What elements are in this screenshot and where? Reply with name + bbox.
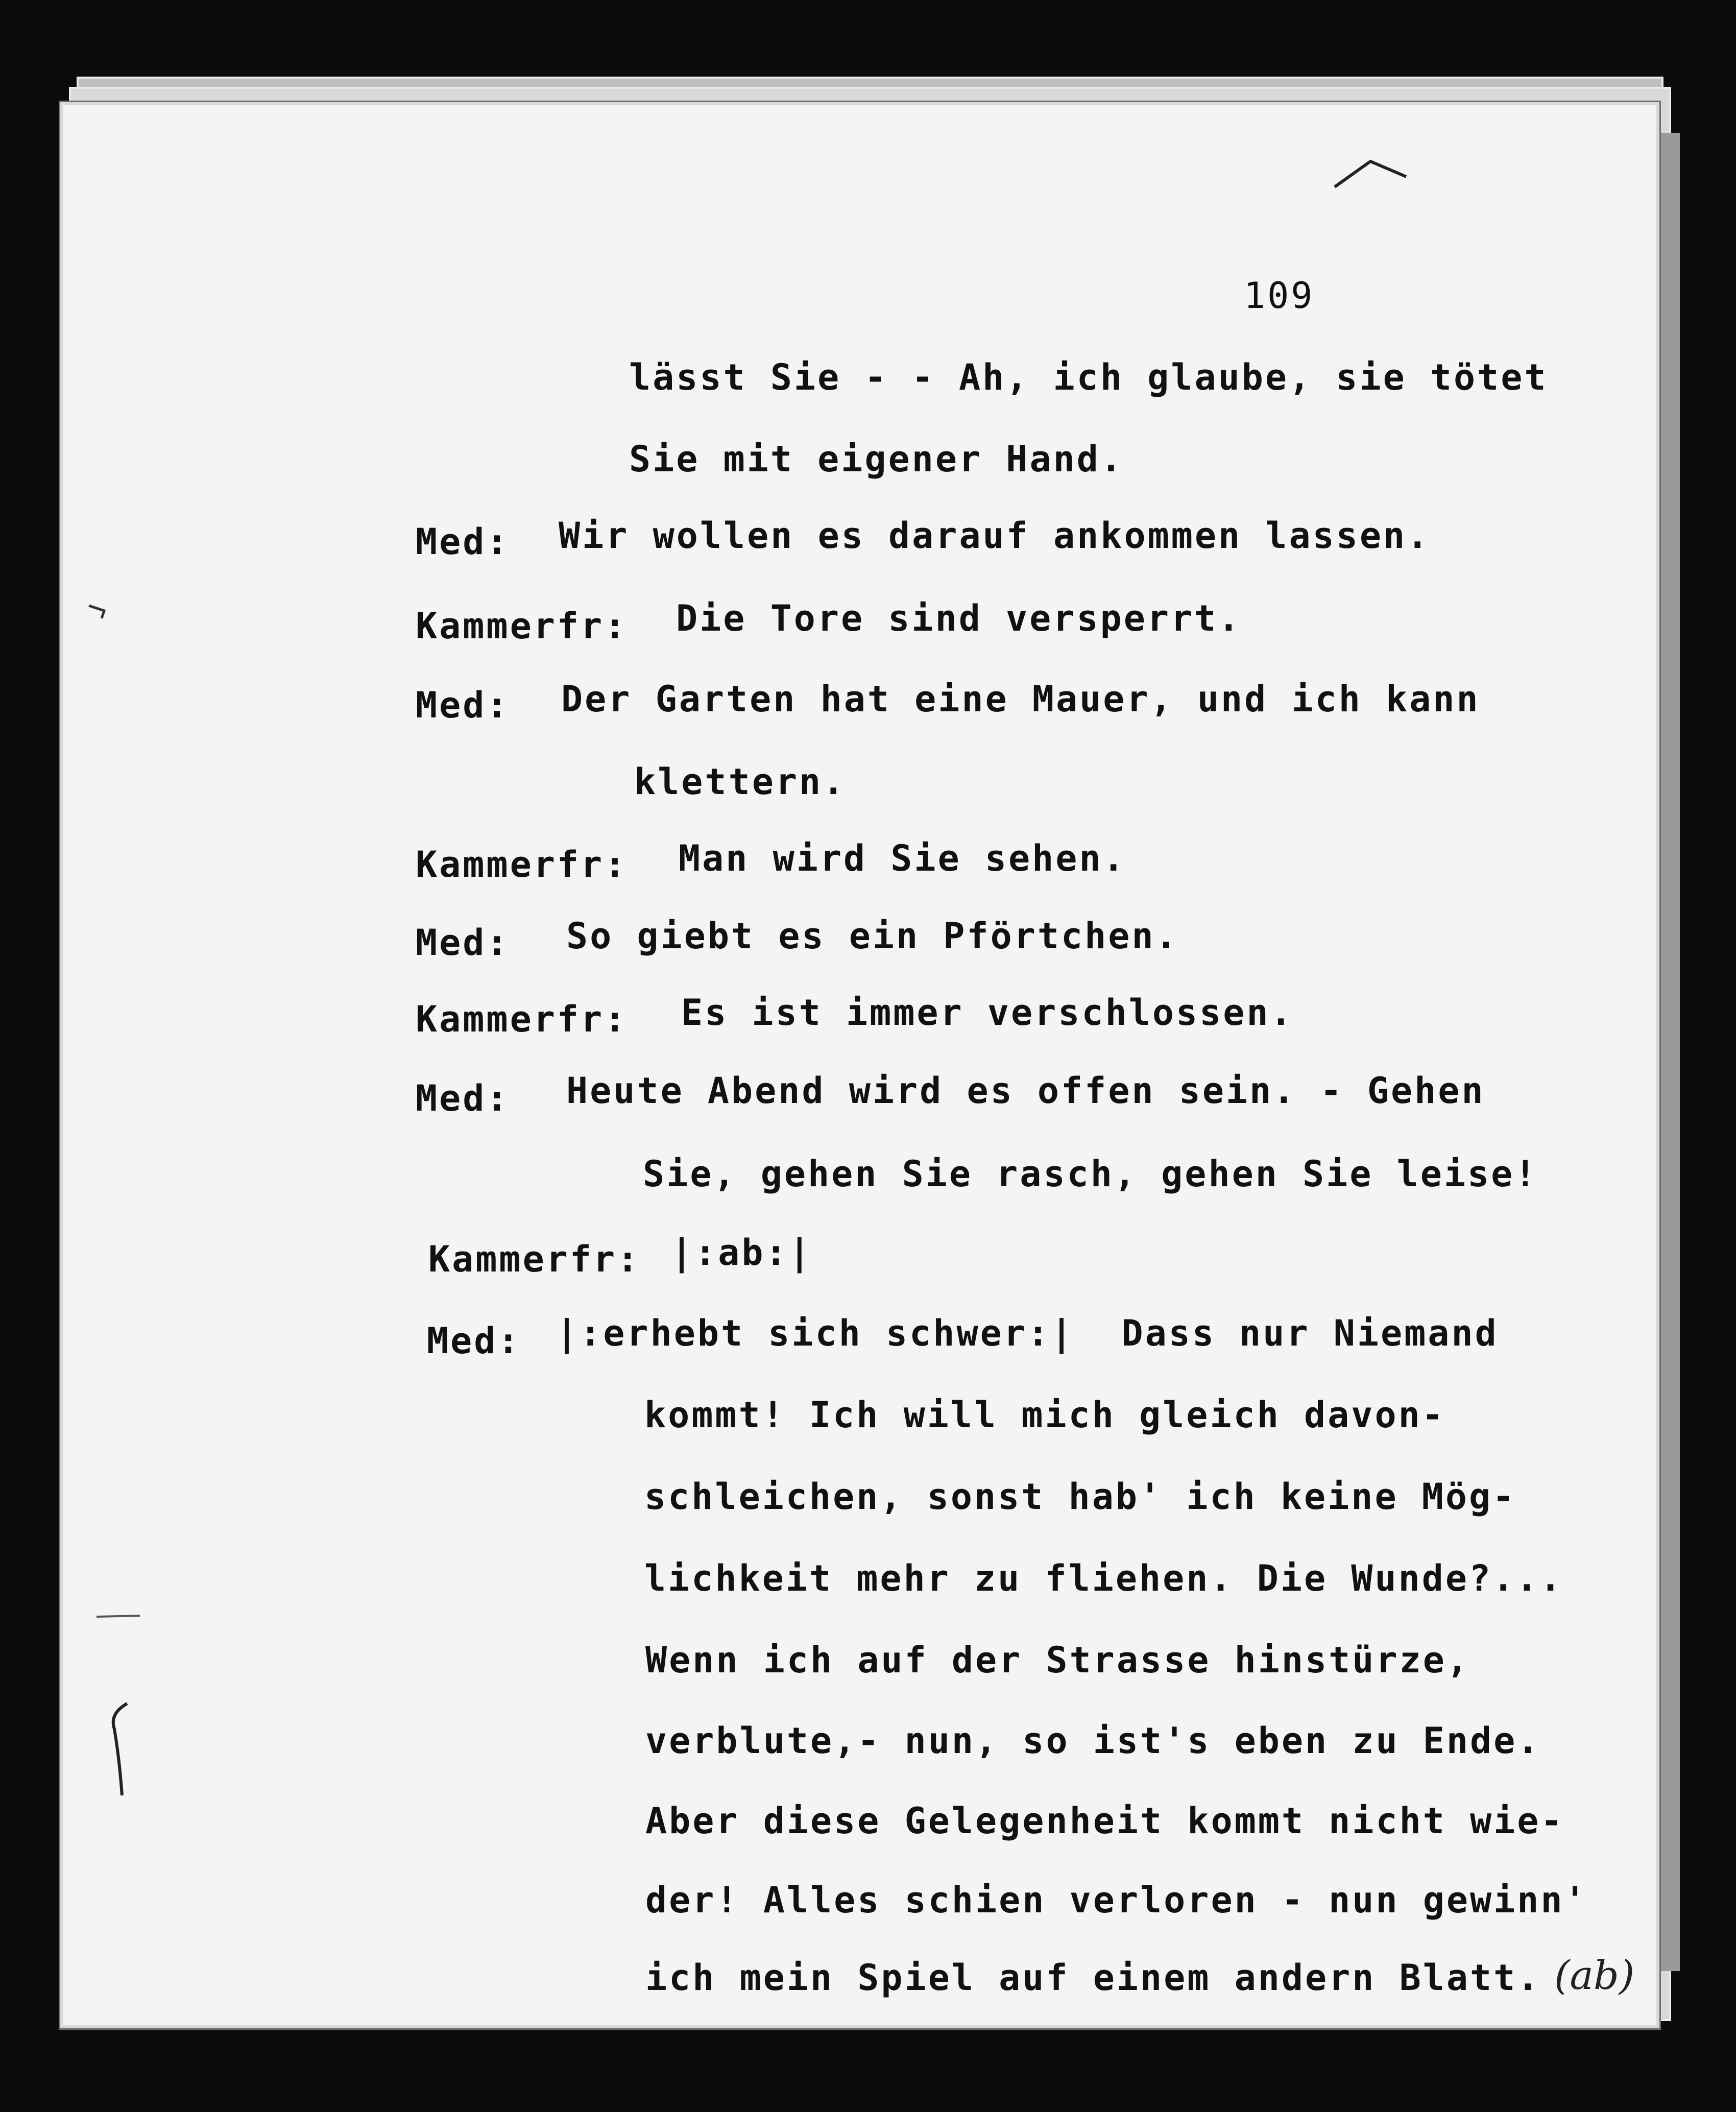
line-13 xyxy=(556,1312,1499,1354)
line-text: Die Tore sind versperrt. xyxy=(676,597,1242,639)
speaker-label: Med: xyxy=(427,1320,521,1362)
line-5 xyxy=(561,678,1480,720)
typescript-page xyxy=(60,102,1659,2028)
line-19 xyxy=(645,1800,1564,1842)
line-15 xyxy=(644,1476,1516,1518)
line-text: Sie, gehen Sie rasch, gehen Sie leise! xyxy=(643,1153,1538,1195)
line-17 xyxy=(645,1639,1470,1681)
line-18 xyxy=(645,1720,1541,1762)
line-11 xyxy=(643,1153,1538,1195)
line-text: Aber diese Gelegenheit kommt nicht wie- xyxy=(645,1800,1564,1842)
speaker-label: Kammerfr: xyxy=(416,844,628,885)
line-7 xyxy=(679,837,1126,879)
margin-tick-icon xyxy=(84,595,114,626)
line-text: verblute,- nun, so ist's eben zu Ende. xyxy=(645,1720,1541,1762)
line-text: der! Alles schien verloren - nun gewinn' xyxy=(645,1879,1588,1921)
line-text: Sie mit eigener Hand. xyxy=(629,438,1124,480)
line-text: Es ist immer verschlossen. xyxy=(681,992,1294,1034)
speaker-label: Med: xyxy=(416,521,510,563)
line-20 xyxy=(645,1879,1588,1921)
line-6 xyxy=(634,761,847,803)
line-text: Wenn ich auf der Strasse hinstürze, xyxy=(645,1639,1470,1681)
page-number: 109 xyxy=(1244,275,1315,317)
line-text: Heute Abend wird es offen sein. - Gehen xyxy=(566,1070,1485,1112)
margin-dash-icon xyxy=(94,1606,145,1627)
line-text: kommt! Ich will mich gleich davon- xyxy=(644,1394,1445,1436)
line-16 xyxy=(644,1557,1563,1599)
speaker-label: Med: xyxy=(416,922,510,964)
line-text: |:ab:| xyxy=(671,1232,812,1274)
line-21 xyxy=(645,1957,1541,1999)
line-2 xyxy=(629,438,1124,480)
speaker-label: Med: xyxy=(416,684,510,726)
line-4 xyxy=(676,597,1242,639)
speaker-label: Kammerfr: xyxy=(428,1238,641,1280)
line-text: Man wird Sie sehen. xyxy=(679,837,1126,879)
line-text: Wir wollen es darauf ankommen lassen. xyxy=(559,515,1431,557)
line-8 xyxy=(566,915,1179,957)
line-text: ich mein Spiel auf einem andern Blatt. xyxy=(645,1957,1541,1999)
line-text: Der Garten hat eine Mauer, und ich kann xyxy=(561,678,1480,720)
speaker-label: Kammerfr: xyxy=(416,605,628,647)
line-10 xyxy=(566,1070,1485,1112)
line-14 xyxy=(644,1394,1445,1436)
line-text: schleichen, sonst hab' ich keine Mög- xyxy=(644,1476,1516,1518)
caret-mark-icon xyxy=(1330,151,1432,202)
line-text: So giebt es ein Pförtchen. xyxy=(566,915,1179,957)
line-1 xyxy=(629,356,1548,398)
margin-bracket-icon xyxy=(99,1698,140,1801)
line-3 xyxy=(559,515,1431,557)
speaker-label: Kammerfr: xyxy=(416,998,628,1040)
line-text: lässt Sie - - Ah, ich glaube, sie tötet xyxy=(629,356,1548,398)
line-9 xyxy=(681,992,1294,1034)
handwritten-annotation: (ab) xyxy=(1554,1953,1635,1999)
line-text: |:erhebt sich schwer:| Dass nur Niemand xyxy=(556,1312,1499,1354)
line-text: klettern. xyxy=(634,761,847,803)
speaker-label: Med: xyxy=(416,1077,510,1119)
line-12 xyxy=(671,1232,812,1274)
line-text: lichkeit mehr zu fliehen. Die Wunde?... xyxy=(644,1557,1563,1599)
